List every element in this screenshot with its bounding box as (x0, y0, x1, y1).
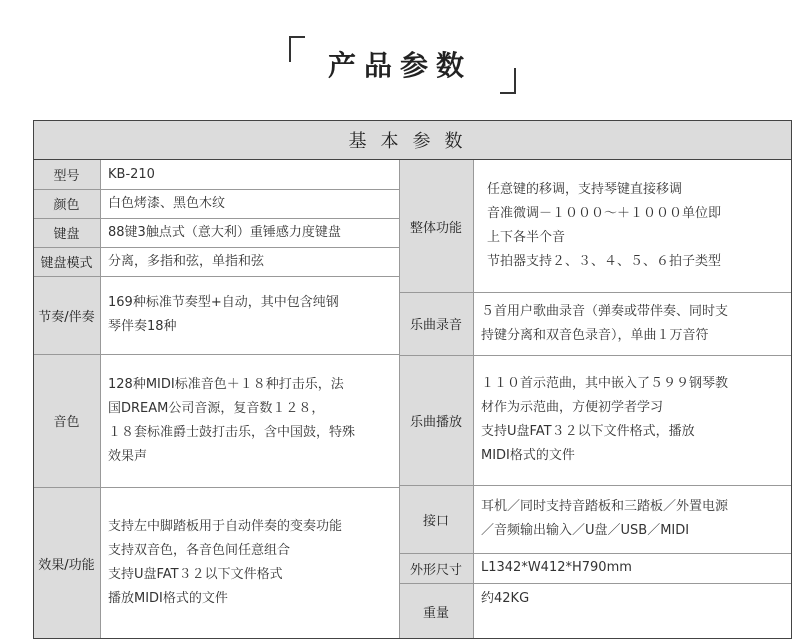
grid-line (399, 355, 792, 356)
value-line: ／音频输出输入／U盘／USB／MIDI (481, 523, 690, 538)
value-line: 节拍器支持２、３、４、５、６拍子类型 (487, 254, 722, 269)
value-song-record (473, 292, 792, 355)
value-effects (100, 487, 399, 639)
value-song-playback (473, 355, 792, 485)
label-dimensions: 外形尺寸 (399, 553, 473, 583)
value-line: １８套标准爵士鼓打击乐，含中国鼓，特殊 (108, 424, 356, 440)
value-voice (100, 354, 399, 487)
label-overall-function: 整体功能 (399, 160, 473, 292)
label-model: 型号 (33, 160, 100, 189)
label-voice: 音色 (33, 354, 100, 487)
value-rhythm (100, 276, 399, 354)
value-line: 效果声 (108, 448, 148, 464)
value-line: 128种MIDI标准音色＋１８种打击乐，法 (108, 376, 344, 392)
grid-line (33, 218, 399, 219)
grid-line (33, 189, 399, 190)
grid-line (399, 583, 792, 584)
label-song-playback: 乐曲播放 (399, 355, 473, 485)
value-line: L1342*W412*H790mm (481, 560, 632, 575)
grid-line (100, 160, 101, 639)
value-line: 白色烤漆、黑色木纹 (108, 195, 226, 211)
label-weight: 重量 (399, 583, 473, 639)
value-line: ５首用户歌曲录音（弹奏或带伴奏、同时支 (481, 303, 729, 319)
value-line: 琴伴奏18种 (108, 319, 177, 334)
spec-table (33, 120, 792, 639)
title-bracket-right (500, 68, 516, 94)
grid-line (33, 247, 399, 248)
grid-line (399, 553, 792, 554)
value-interface (473, 485, 792, 553)
grid-line (33, 276, 399, 277)
grid-line (33, 487, 399, 488)
grid-line (399, 292, 792, 293)
value-line: 持键分离和双音色录音），单曲１万音符 (481, 327, 709, 343)
label-color: 颜色 (33, 189, 100, 218)
value-line: １１０首示范曲，其中嵌入了５９９钢琴教 (481, 376, 729, 391)
value-line: 耳机／同时支持音踏板和三踏板／外置电源 (481, 499, 729, 514)
grid-line (399, 160, 400, 639)
table-header-text: 基本参数 (348, 131, 477, 152)
value-keyboard (100, 218, 399, 247)
value-line: 支持U盘FAT３２以下文件格式，播放 (481, 424, 695, 439)
grid-line (473, 160, 474, 639)
value-line: 分离，多指和弦，单指和弦 (108, 253, 265, 269)
label-rhythm: 节奏/伴奏 (33, 276, 100, 354)
value-color (100, 189, 399, 218)
value-line: KB-210 (108, 166, 155, 182)
value-line: MIDI格式的文件 (481, 448, 575, 463)
value-dimensions (473, 553, 792, 583)
label-effects: 效果/功能 (33, 487, 100, 639)
value-line: 支持U盘FAT３２以下文件格式 (108, 567, 283, 582)
value-keyboard-mode (100, 247, 399, 276)
label-song-record: 乐曲录音 (399, 292, 473, 355)
value-line: 任意键的移调，支持琴键直接移调 (487, 182, 683, 197)
value-line: 支持双音色，各音色间任意组合 (108, 543, 291, 558)
page-title: 产品参数 (327, 49, 472, 82)
value-line: 上下各半个音 (487, 230, 566, 245)
label-keyboard: 键盘 (33, 218, 100, 247)
value-line: 约42KG (481, 591, 530, 606)
grid-line (399, 485, 792, 486)
value-line: 材作为示范曲，方便初学者学习 (481, 400, 664, 415)
table-header (33, 120, 792, 160)
title-area (0, 0, 800, 110)
value-line: 音准微调－１０００～＋１０００单位即 (487, 206, 722, 221)
value-line: 169种标准节奏型+自动，其中包含纯钢 (108, 295, 339, 310)
value-line: 国DREAM公司音源，复音数１２８， (108, 400, 325, 416)
value-line: 播放MIDI格式的文件 (108, 591, 228, 606)
value-model (100, 160, 399, 189)
label-keyboard-mode: 键盘模式 (33, 247, 100, 276)
value-line: 88键3触点式（意大利）重锤感力度键盘 (108, 224, 341, 240)
value-weight (473, 583, 792, 639)
grid-line (33, 354, 399, 355)
value-line: 支持左中脚踏板用于自动伴奏的变奏功能 (108, 519, 343, 534)
label-interface: 接口 (399, 485, 473, 553)
value-overall-function (473, 160, 792, 292)
